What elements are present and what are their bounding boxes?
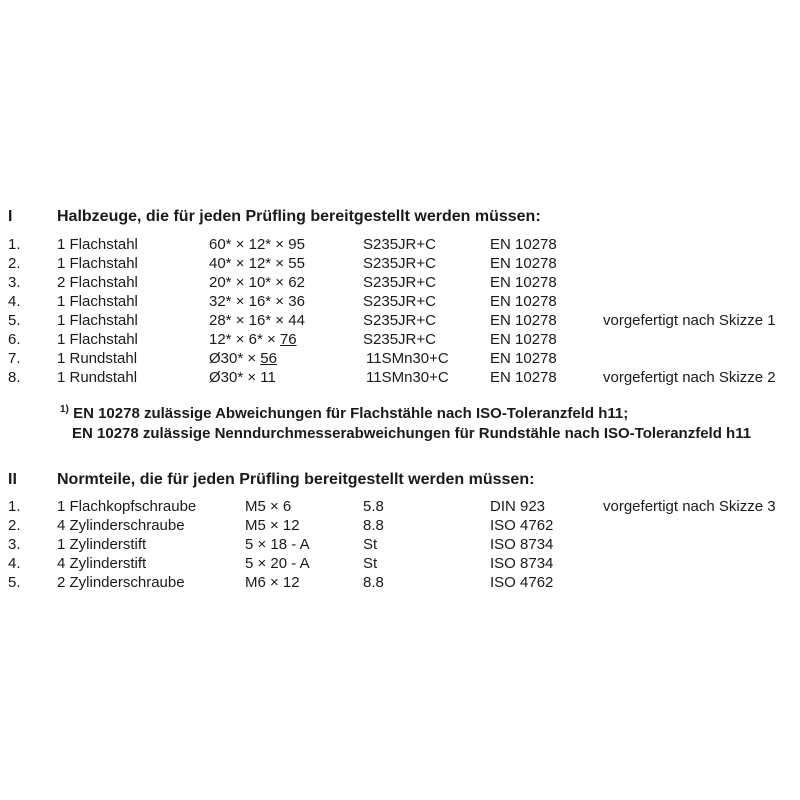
row-description: 1 Rundstahl xyxy=(57,369,138,386)
row-number: 5. xyxy=(8,574,21,591)
row-number: 6. xyxy=(8,331,21,348)
dimension-underlined-length: 56 xyxy=(260,350,277,367)
row-dimension: Ø30* × 11 xyxy=(209,369,276,386)
row-note: vorgefertigt nach Skizze 3 xyxy=(603,498,776,515)
row-material: St xyxy=(363,555,378,572)
row-description: 1 Rundstahl xyxy=(57,350,138,367)
row-norm: EN 10278 xyxy=(490,312,557,329)
row-note: vorgefertigt nach Skizze 1 xyxy=(603,312,776,329)
row-norm: ISO 4762 xyxy=(490,574,554,591)
row-description: 1 Flachstahl xyxy=(57,255,138,272)
row-description: 4 Zylinderschraube xyxy=(57,517,185,534)
row-number: 5. xyxy=(8,312,21,329)
footnote-marker: 1) xyxy=(60,404,69,415)
row-number: 8. xyxy=(8,369,21,386)
section-2-number: II xyxy=(8,471,17,488)
table-row xyxy=(0,255,800,274)
section-1-title: Halbzeuge, die für jeden Prüfling bereitgestellt werden müssen: xyxy=(57,208,541,225)
row-description: 1 Flachstahl xyxy=(57,312,138,329)
row-dimension: M5 × 12 xyxy=(245,517,300,534)
row-material: S235JR+C xyxy=(363,255,436,272)
row-norm: ISO 8734 xyxy=(490,536,554,553)
row-norm: EN 10278 xyxy=(490,293,557,310)
row-number: 7. xyxy=(8,350,21,367)
row-material: St xyxy=(363,536,378,553)
row-material: S235JR+C xyxy=(363,236,436,253)
row-description: 2 Flachstahl xyxy=(57,274,138,291)
row-material: S235JR+C xyxy=(363,274,436,291)
row-material: 8.8 xyxy=(363,517,384,534)
footnote-line-2: EN 10278 zulässige Nenndurchmesserabweichungen für Rundstähle nach ISO-Toleranzfeld h11 xyxy=(72,425,752,442)
row-dimension xyxy=(209,350,277,367)
row-material: S235JR+C xyxy=(363,331,436,348)
footnote-line-1 xyxy=(60,404,628,422)
table-row xyxy=(0,350,800,369)
row-description: 1 Zylinderstift xyxy=(57,536,147,553)
row-description: 2 Zylinderschraube xyxy=(57,574,185,591)
row-dimension: 60* × 12* × 95 xyxy=(209,236,305,253)
row-dimension: 32* × 16* × 36 xyxy=(209,293,305,310)
row-material: 5.8 xyxy=(363,498,384,515)
row-material: 11SMn30+C xyxy=(366,369,449,386)
row-norm: EN 10278 xyxy=(490,350,557,367)
row-norm: EN 10278 xyxy=(490,236,557,253)
section-1-number: I xyxy=(8,208,13,225)
row-number: 1. xyxy=(8,236,21,253)
row-dimension: 20* × 10* × 62 xyxy=(209,274,305,291)
row-norm: ISO 4762 xyxy=(490,517,554,534)
table-row xyxy=(0,555,800,574)
row-material: 8.8 xyxy=(363,574,384,591)
row-number: 2. xyxy=(8,517,21,534)
row-norm: EN 10278 xyxy=(490,255,557,272)
row-number: 4. xyxy=(8,293,21,310)
row-description: 1 Flachstahl xyxy=(57,293,138,310)
row-note: vorgefertigt nach Skizze 2 xyxy=(603,369,776,386)
row-number: 2. xyxy=(8,255,21,272)
row-dimension: M6 × 12 xyxy=(245,574,300,591)
row-number: 3. xyxy=(8,536,21,553)
row-material: S235JR+C xyxy=(363,312,436,329)
table-row xyxy=(0,331,800,350)
row-number: 4. xyxy=(8,555,21,572)
table-row xyxy=(0,274,800,293)
table-row xyxy=(0,369,800,388)
section-2-title: Normteile, die für jeden Prüfling bereitgestellt werden müssen: xyxy=(57,471,535,488)
table-row xyxy=(0,236,800,255)
row-dimension xyxy=(209,331,297,348)
table-row xyxy=(0,574,800,593)
row-material: S235JR+C xyxy=(363,293,436,310)
row-description: 4 Zylinderstift xyxy=(57,555,147,572)
dimension-prefix: Ø30* × xyxy=(209,350,261,367)
row-dimension: 28* × 16* × 44 xyxy=(209,312,305,329)
row-norm: EN 10278 xyxy=(490,274,557,291)
table-row xyxy=(0,293,800,312)
row-norm: DIN 923 xyxy=(490,498,546,515)
row-description: 1 Flachstahl xyxy=(57,236,138,253)
row-dimension: 5 × 20 - A xyxy=(245,555,310,572)
row-dimension: 40* × 12* × 55 xyxy=(209,255,305,272)
row-material: 11SMn30+C xyxy=(366,350,449,367)
table-row xyxy=(0,536,800,555)
row-norm: EN 10278 xyxy=(490,369,557,386)
row-description: 1 Flachkopfschraube xyxy=(57,498,197,515)
row-dimension: M5 × 6 xyxy=(245,498,292,515)
row-norm: ISO 8734 xyxy=(490,555,554,572)
row-number: 3. xyxy=(8,274,21,291)
row-norm: EN 10278 xyxy=(490,331,557,348)
dimension-prefix: 12* × 6* × xyxy=(209,331,280,348)
table-row xyxy=(0,498,800,517)
row-description: 1 Flachstahl xyxy=(57,331,138,348)
row-number: 1. xyxy=(8,498,21,515)
dimension-underlined-length: 76 xyxy=(279,331,297,348)
footnote-text-1: EN 10278 zulässige Abweichungen für Flachstähle nach ISO-Toleranzfeld h11; xyxy=(73,405,629,422)
row-dimension: 5 × 18 - A xyxy=(245,536,310,553)
table-row xyxy=(0,312,800,331)
table-row xyxy=(0,517,800,536)
